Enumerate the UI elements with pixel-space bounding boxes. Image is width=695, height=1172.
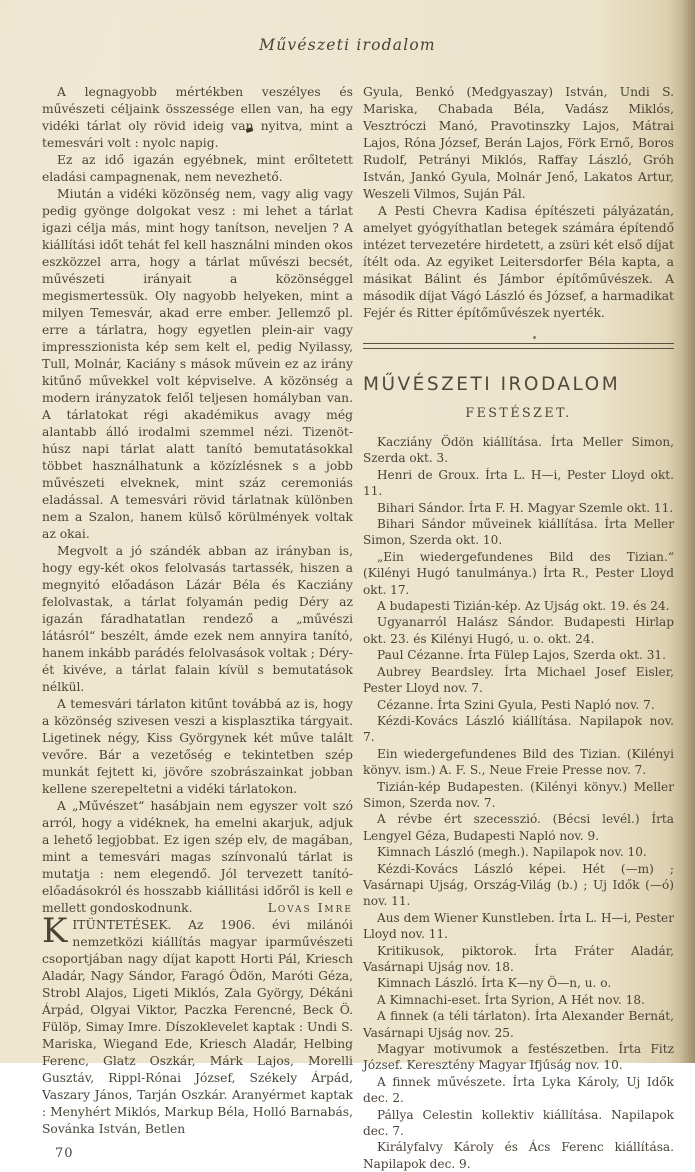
awards-paragraph [42,911,353,1138]
bibliography-entry: Kézdi-Kovács László kiállítása. Napilapok nov. 7. [363,713,674,745]
chevra-paragraph [363,203,674,322]
bibliography-entry: Bihari Sándor műveinek kiállítása. Írta Meller Simon, Szerda okt. 10. [363,517,674,548]
paragraph [42,84,353,152]
paragraph-text: Ez az idő igazán egyébnek, mint erőltetett eladási campagnenak, nem nevezhető. [42,153,353,184]
section-divider [363,343,674,349]
bibliography-entry: Kacziány Ödön kiállítása. Írta Meller Simon, Szerda okt. 3. [363,435,674,466]
paragraph-text: A „Művészet“ hasábjain nem egyszer volt szó arról, hogy a vidéknek, ha emelni akarjuk, adjuk a lehető legjobbat. Ez igen szép elv, de magában, mint a temesvári magas színvonalú tárlat is mutatja : nem elegendő. Jól tervezett tanító-előadásokról és hosszabb kiállitási időről is kell e mellett gondoskodnunk. [42,799,353,915]
paragraph-text: Gyula, Benkó (Medgyaszay) István, Undi S. Mariska, Chabada Béla, Vadász Miklós, Vesztróczi Manó, Pravotinszky Lajos, Mátrai Lajos, Róna József, Berán Lajos, Förk Ernő, Boros Rudolf, Petrányi Miklós, Raffay László, Gróh István, Jankó Gyula, Molnár Jenő, Lakatos Artur, Weszeli Vilmos, Suján Pál. [363,85,674,201]
paragraph [42,696,353,798]
subsection-title: FESTÉSZET. [465,405,572,420]
bibliography-entry: Aus dem Wiener Kunstleben. Írta L. H—i, Pester Lloyd nov. 11. [363,910,674,942]
paragraph-text: ITÜNTETÉSEK. Az 1906. évi milánói nemzetközi kiállítás magyar iparművészeti csoportjában nagy díjat kapott Horti Pál, Kriesch Aladár, Nagy Sándor, Faragó Ödön, Maróti Géza, Strobl Alajos, Ligeti Miklós, Zala György, Dékáni Árpád, Olgyai Viktor, Paczka Ferencné, Beck Ö. Fülöp, Simay Imre. Díszoklevelet kaptak : Undi S. Mariska, Wiegand Ede, Kriesch Aladár, Helbing Ferenc, Glatz Oszkár, Márk Lajos, Morelli Gusztáv, Rippl-Rónai József, Székely Árpád, Vaszary János, Tarján Oszkár. Aranyérmet kaptak : Menyhért Miklós, Markup Béla, Holló Barnabás, Sovánka István, Betlen [42,918,353,1136]
paragraph-text: A legnagyobb mértékben veszélyes és művészeti céljaink összessége ellen van, ha egy vidéki tárlat oly rövid ideig van nyitva, mint a temesvári volt : nyolc napig. [42,85,353,150]
running-header: Művészeti irodalom [259,36,436,54]
bibliography-entry: Cézanne. Írta Szini Gyula, Pesti Napló nov. 7. [377,697,655,712]
paragraph-text: Miután a vidéki közönség nem, vagy alig vagy pedig gyönge dolgokat vesz : mi lehet a tárlat igazi célja más, mint hogy tanítson, neveljen ? A kiállítási időt tehát fel kell használni minden okos eszközzel arra, hogy a tárlat művészi becsét, művészeti irányait a közönséggel megismertessük. Oly nagyobb helyeken, mint a milyen Temesvár, akad erre ember. Jellemző pl. erre a tárlatra, hogy egyetlen plein-air vagy impresszionista kép sem kelt el, pedig Nyilassy, Tull, Molnár, Kaciány s mások művein ez az irány kitűnő művekkel volt képviselve. A közönség a modern irányzatok felől teljesen homályban van. A tárlatokat régi akadémikus avagy még alantabb álló irodalmi szemmel nézi. Tizenöt-húsz napi tárlat alatt tanító bemutatásokkal többet használhatunk a közízlésnek s a jobb művészeti elveknek, mint száz ceremoniás eladással. A temesvári rövid tárlatnak különben nem a Szalon, hanem külső körülmények voltak az okai. [42,187,353,541]
bibliography-entry: Paul Cézanne. Írta Fülep Lajos, Szerda okt. 31. [377,648,666,663]
paragraph [42,186,353,543]
bibliography-entry: A Kimnachi-eset. Írta Syrion, A Hét nov. 18. [377,992,645,1007]
bibliography-entry: Aubrey Beardsley. Írta Michael Josef Eisler, Pester Lloyd nov. 7. [363,664,674,696]
paragraph-text: A temesvári tárlaton kitűnt továbbá az is, hogy a közönség szivesen veszi a kisplasztika tárgyait. Ligetinek négy, Kiss Györgynek két műve talált vevőre. Bár a vezetőség e tekintetben szép munkát fejtett ki, jövőre szobrászainkat jobban kellene szerepeltetni a vidéki tárlatokon. [42,697,353,796]
bibliography-entry: Kézdi-Kovács László képei. Hét (—m) ; Vasárnapi Ujság, Ország-Világ (b.) ; Uj Idők (—ó) nov. 11. [363,861,674,909]
bibliography-entry: Kritikusok, piktorok. Írta Fráter Aladár, Vasárnapi Ujság nov. 18. [363,943,674,974]
paragraph [42,152,353,186]
paragraph-with-signature [42,798,353,917]
paragraph-text: A Pesti Chevra Kadisa építészeti pályázatán, amelyet gyógyíthatlan betegek számára építendő intézet tervezetére hirdetett, a zsüri két első díjat ítélt oda. Az egyiket Leitersdorfer Béla kapta, a másikat Bálint és Jámbor építőművészek. A második díjat Vágó László és József, a harmadikat Fejér és Ritter építőművészek nyerték. [363,204,674,320]
bibliography-entry: Henri de Groux. Írta L. H—i, Pester Lloyd okt. 11. [363,467,674,499]
bibliography-entry: Tizián-kép Budapesten. (Kilényi könyv.) Meller Simon, Szerda nov. 7. [363,779,674,810]
awards-continuation-paragraph [363,84,674,203]
bibliography-entry: Királyfalvy Károly és Ács Ferenc kiállítása. Napilapok dec. 9. [363,1140,674,1171]
bibliography-entry: Pállya Celestin kollektiv kiállítása. Napilapok dec. 7. [363,1107,674,1139]
paragraph [42,543,353,696]
text-columns [42,84,674,1172]
bibliography-entry: Bihari Sándor. Írta F. H. Magyar Szemle okt. 11. [377,500,674,515]
section-title: MŰVÉSZETI IRODALOM [363,374,621,395]
bibliography-entry: A budapesti Tizián-kép. Az Ujság okt. 19. és 24. [377,599,670,614]
bibliography-entry: Ein wiedergefundenes Bild des Tizian. (Kilényi könyv. ism.) A. F. S., Neue Freie Presse nov. 7. [363,746,674,778]
bibliography-entry: A finnek művészete. Írta Lyka Károly, Uj Idők dec. 2. [363,1074,674,1106]
bibliography-entry: „Ein wiedergefundenes Bild des Tizian.“ (Kilényi Hugó tanulmánya.) Írta R., Pester Lloyd okt. 17. [363,549,674,597]
paragraph-text: Megvolt a jó szándék abban az irányban is, hogy egy-két okos felolvasás tartassék, hiszen a megnyitó előadáson Lázár Béla és Kacziány felolvastak, a tárlat folyamán pedig Déry az igazán fáradhatatlan rendező a „művészi látásról“ beszélt, ámde ezek nem annyira tanító, hanem inkább parádés felolvasások voltak ; Déry-ét kivéve, a tárlat falain kívül s bemutatások nélkül. [42,544,353,694]
right-column [363,84,674,1172]
drop-cap: K [42,911,68,951]
page-number: 70 [55,1146,74,1161]
bibliography-entry: A révbe ért szecesszió. (Bécsi levél.) Írta Lengyel Géza, Budapesti Napló nov. 9. [363,812,674,843]
bibliography-entry: Kimnach László (megh.). Napilapok nov. 10. [377,845,647,860]
bibliography-entry: Magyar motivumok a festészetben. Írta Fitz József. Keresztény Magyar Ifjúság nov. 10. [363,1042,674,1073]
author-signature: Lovas Imre [267,901,353,915]
left-column [42,84,353,1172]
bibliography-entry: A finnek (a téli tárlaton). Írta Alexander Bernát, Vasárnapi Ujság nov. 25. [363,1009,674,1040]
bibliography-entry: Ugyanarról Halász Sándor. Budapesti Hirlap okt. 23. és Kilényi Hugó, u. o. okt. 24. [363,615,674,646]
bibliography-entry: Kimnach László. Írta K—ny Ö—n, u. o. [377,976,612,991]
